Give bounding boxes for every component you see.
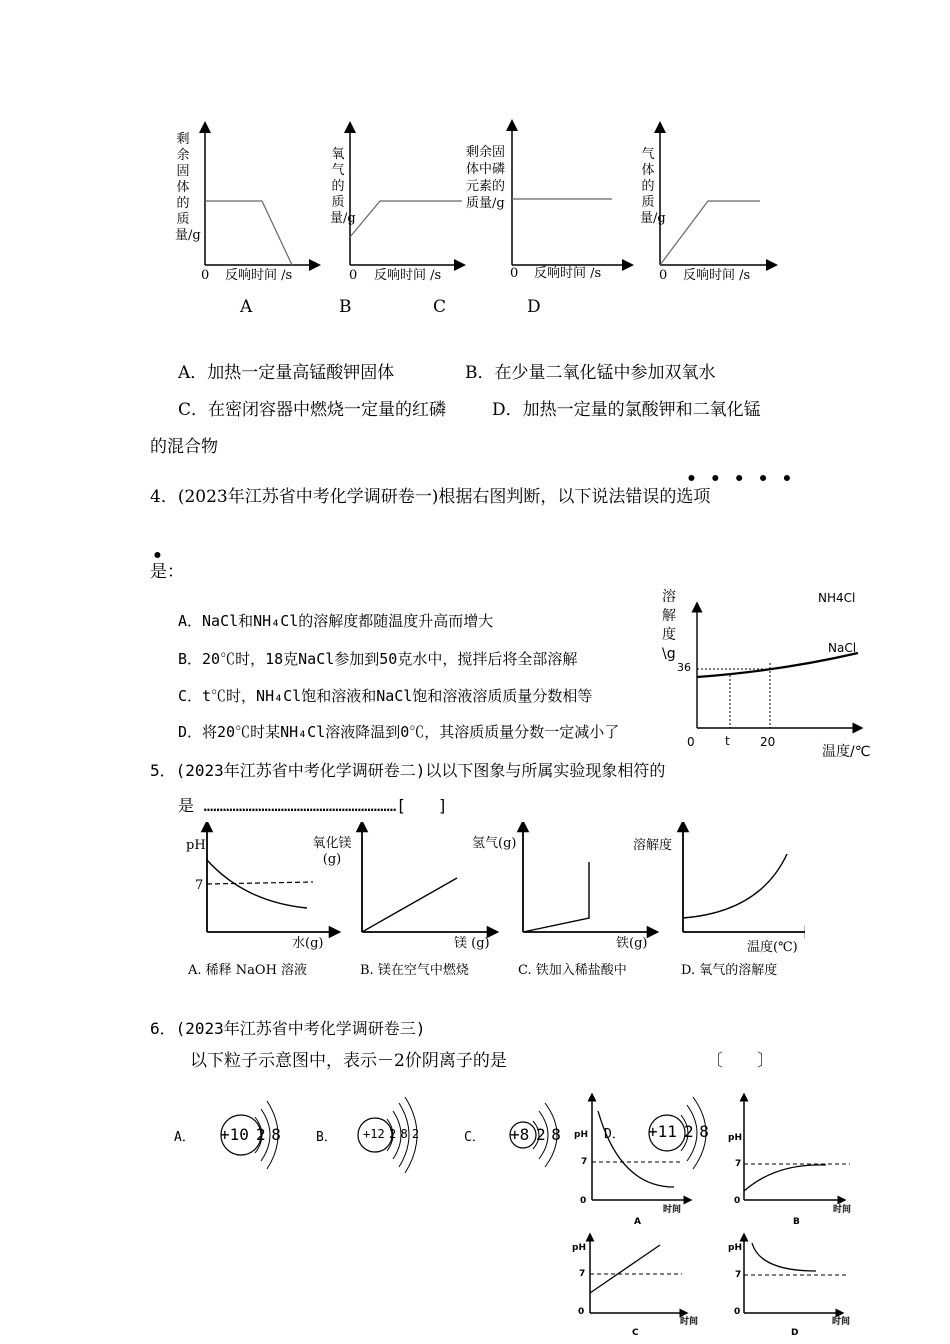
- ph-d-origin: 0: [734, 1307, 741, 1317]
- q5-b-ylabel: 氧化镁(g): [312, 836, 352, 867]
- q4-option-a: A．NaCl和NH₄Cl的溶解度都随温度升高而增大: [178, 612, 494, 630]
- graph-b: [350, 127, 462, 265]
- x-tick-0: 0: [687, 735, 695, 749]
- atom-c-nucleus: +8: [510, 1125, 530, 1144]
- emphasis-dots: •••••: [686, 469, 806, 489]
- graph-b-letter: B: [339, 297, 352, 317]
- q4-option-b: B．20℃时，18克NaCl参加到50克水中，搅拌后将全部溶解: [178, 650, 578, 668]
- atom-b-shells: 2 8 2: [389, 1127, 420, 1141]
- atom-d-label: D．: [604, 1127, 625, 1142]
- q5-c-ylabel: 氢气(g): [472, 836, 517, 851]
- q3-option-b: B．在少量二氧化锰中参加双氧水: [465, 363, 716, 383]
- solubility-chart: [660, 585, 890, 760]
- ph-graph-b: [744, 1097, 850, 1200]
- atom-b-nucleus: +12: [363, 1127, 385, 1141]
- q6-bracket: 〔 〕: [706, 1051, 774, 1071]
- atom-a-shells: 2 8: [256, 1125, 281, 1144]
- ph-c-xlabel: 时间: [680, 1317, 699, 1327]
- legend-nacl: NaCl: [828, 641, 857, 655]
- graph-d-origin: 0: [510, 266, 519, 281]
- q5-d-xlabel: 温度(℃): [747, 940, 798, 955]
- ph-c-ylabel: pH: [572, 1243, 586, 1253]
- ph-b-ylabel: pH: [728, 1133, 742, 1143]
- q5-d-caption: D. 氧气的溶解度: [681, 963, 778, 978]
- graph-4-origin: 0: [659, 268, 668, 283]
- ph-a-ylabel: pH: [574, 1130, 588, 1140]
- emphasis-dot: •: [152, 546, 163, 566]
- graph-d-letter: D: [527, 297, 541, 317]
- q4-stem2: 是：: [150, 562, 184, 582]
- ph-graph-a: [592, 1097, 688, 1200]
- q3-option-d: D．加热一定量的氯酸钾和二氧化锰: [492, 400, 761, 420]
- atom-a-nucleus: +10: [220, 1125, 249, 1144]
- q4-option-c: C．t℃时，NH₄Cl饱和溶液和NaCl饱和溶液溶质质量分数相等: [178, 687, 593, 705]
- q3-option-a: A．加热一定量高锰酸钾固体: [178, 363, 395, 383]
- ph-a-origin: 0: [580, 1196, 587, 1206]
- graph-b-curve: [350, 201, 462, 237]
- ph-a-tick7: 7: [581, 1157, 588, 1167]
- atom-a-label: A．: [174, 1130, 195, 1145]
- ph-d-tick7: 7: [735, 1270, 742, 1280]
- atom-d-shells: 2 8: [684, 1122, 709, 1141]
- chart-xlabel: 温度/℃: [822, 744, 871, 760]
- ph-c-letter: C: [632, 1328, 639, 1338]
- y-tick-36: 36: [677, 661, 691, 674]
- ph-c-tick7: 7: [579, 1269, 586, 1279]
- q4-stem: 4．(2023年江苏省中考化学调研卷一)根据右图判断，以下说法错误的选项: [150, 487, 711, 507]
- graph-4-curve: [660, 201, 760, 265]
- graph-d-ylabel: 剩余固体中磷元素的质量/g: [466, 145, 506, 211]
- nacl-curve: [697, 653, 858, 677]
- ph-d-ylabel: pH: [728, 1243, 742, 1253]
- graph-stray-letter: C: [433, 297, 447, 317]
- q5-b-caption: B. 镁在空气中燃烧: [360, 963, 469, 978]
- graph-a-letter: A: [240, 297, 253, 317]
- graph-4-xlabel: 反响时间 /s: [683, 268, 751, 283]
- q5-a-tick: 7: [195, 878, 204, 893]
- atom-d-nucleus: +11: [648, 1122, 677, 1141]
- q5-c-caption: C. 铁加入稀盐酸中: [518, 963, 627, 978]
- ph-a-xlabel: 时间: [663, 1205, 682, 1215]
- graph-d: [512, 125, 628, 265]
- q5-c-xlabel: 铁(g): [616, 936, 648, 951]
- atom-c-shells: 2 8: [536, 1125, 561, 1144]
- chart-ylabel: 溶解度\g: [662, 589, 676, 662]
- ph-graph-d: [744, 1237, 846, 1313]
- ph-graphs: [570, 1085, 870, 1335]
- q4-option-d: D．将20℃时某NH₄Cl溶液降温到0℃，其溶质质量分数一定减小了: [178, 723, 620, 741]
- x-tick-20: 20: [760, 735, 776, 749]
- q5-stem2: 是 ……………………………………………………[ ]: [178, 796, 448, 815]
- q5-d-ylabel: 溶解度: [633, 838, 673, 853]
- graph-a-xlabel: 反响时间 /s: [225, 268, 293, 283]
- q5-stem: 5．(2023年江苏省中考化学调研卷二)以以下图象与所属实验现象相符的: [150, 761, 666, 780]
- q5-b-xlabel: 镁 (g): [454, 936, 490, 951]
- q5-graph-d: [683, 826, 805, 932]
- q5-a-xlabel: 水(g): [292, 936, 324, 951]
- ph-b-tick7: 7: [735, 1159, 742, 1169]
- x-tick-t: t: [725, 734, 730, 748]
- legend-nh4cl: NH4Cl: [818, 591, 856, 605]
- q3-option-d-cont: 的混合物: [150, 437, 218, 457]
- atom-b-label: B．: [316, 1130, 337, 1145]
- graph-a-origin: 0: [201, 268, 210, 283]
- ph-d-xlabel: 时间: [832, 1317, 851, 1327]
- graph-b-origin: 0: [349, 268, 358, 283]
- graph-d-xlabel: 反响时间 /s: [534, 266, 602, 281]
- ph-graph-c: [590, 1237, 684, 1313]
- q3-option-c: C．在密闭容器中燃烧一定量的红磷: [178, 400, 447, 420]
- graph-b-xlabel: 反响时间 /s: [374, 268, 442, 283]
- ph-a-letter: A: [634, 1217, 641, 1227]
- q6-stem2: 以下粒子示意图中，表示－2价阴离子的是: [190, 1051, 507, 1071]
- graph-a-ylabel: 剩余固体的质量/g: [175, 132, 201, 243]
- ph-b-xlabel: 时间: [833, 1205, 852, 1215]
- q6-stem: 6．(2023年江苏省中考化学调研卷三): [150, 1019, 426, 1038]
- ph-c-origin: 0: [578, 1307, 585, 1317]
- ph-b-origin: 0: [734, 1196, 741, 1206]
- q5-a-ylabel: pH: [186, 838, 206, 853]
- graph-b-ylabel: 氧气的质量/g: [330, 147, 356, 226]
- q5-a-caption: A. 稀释 NaOH 溶液: [188, 963, 308, 978]
- atom-c-label: C．: [464, 1130, 485, 1145]
- ph-b-letter: B: [793, 1217, 800, 1227]
- ph-d-letter: D: [791, 1328, 799, 1338]
- graph-4-ylabel: 气体的质量/g: [640, 147, 666, 226]
- graph-4: [660, 127, 772, 265]
- graph-a: [205, 127, 315, 265]
- graph-a-curve: [205, 201, 292, 265]
